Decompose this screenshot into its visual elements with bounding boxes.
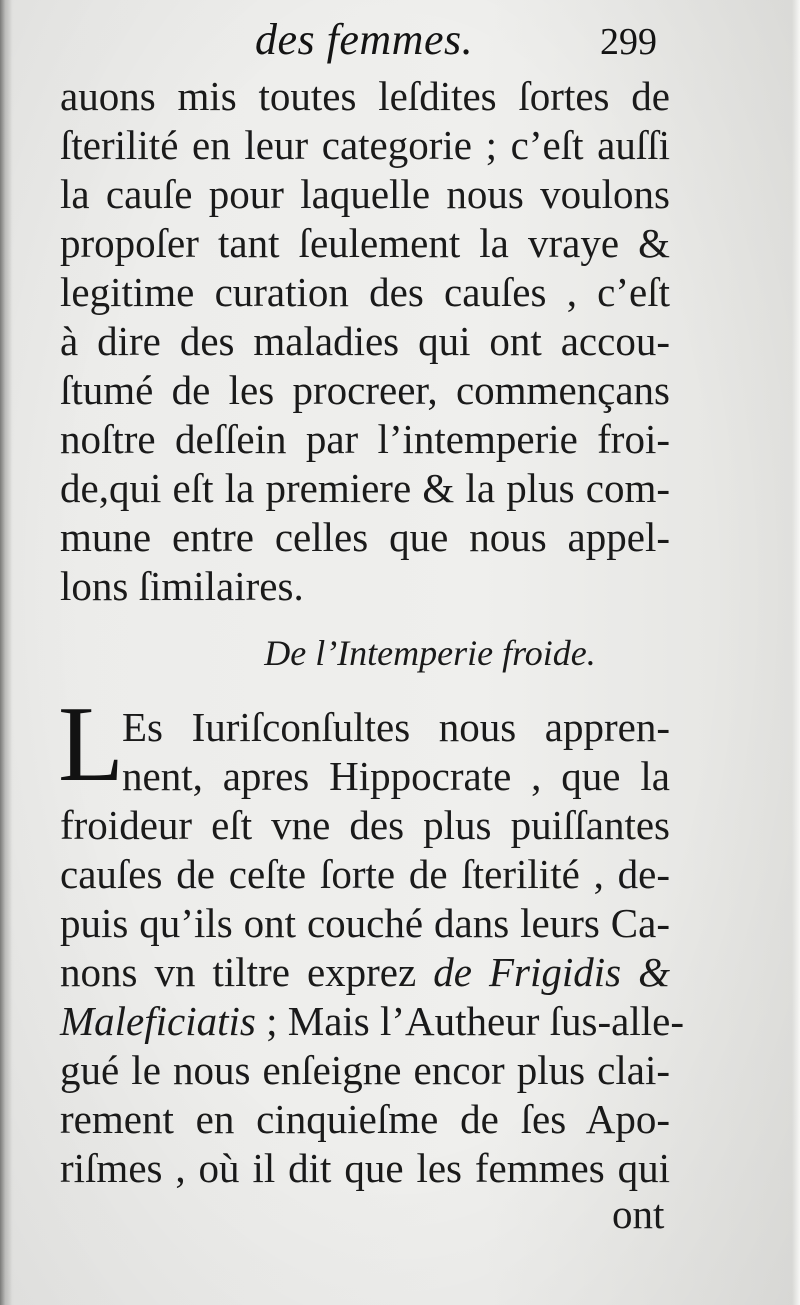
text-line: rement en cinquieſme de ſes Apo- [60, 1096, 670, 1142]
running-title: des femmes. [255, 15, 474, 64]
text-line [60, 948, 670, 997]
text-line: la cauſe pour laquelle nous voulons [60, 171, 670, 217]
text-line: de,qui eſt la premiere & la plus com- [60, 465, 670, 511]
text-line [60, 997, 684, 1046]
section-heading [0, 632, 800, 674]
paragraph-2 [60, 703, 684, 1193]
text-line: cauſes de ceſte ſorte de ſterilité , de- [60, 851, 670, 897]
page-number: 299 [600, 21, 657, 63]
section-heading-text: De l’Intemperie froide. [264, 633, 596, 673]
text-run: nons vn tiltre exprez [60, 949, 434, 995]
italic-phrase: Maleficiatis [60, 998, 256, 1044]
italic-phrase: de Frigidis & [433, 949, 671, 995]
text-line: mune entre celles que nous appel- [60, 514, 670, 560]
drop-cap: L [58, 685, 124, 804]
text-line: Es Iuriſconſultes nous appren- [122, 704, 670, 750]
text-line: froideur eſt vne des plus puiſſantes [60, 802, 670, 848]
text-line: lons ſimilaires. [60, 563, 304, 609]
text-line: riſmes , où il dit que les femmes qui [60, 1145, 670, 1191]
text-line: ſterilité en leur categorie ; c’eſt auſſi [60, 122, 670, 168]
text-line: nent, apres Hippocrate , que la [122, 753, 670, 799]
catchword: ont [612, 1191, 665, 1237]
text-run: ; Mais l’Autheur ſus-alle- [255, 998, 684, 1044]
text-line: auons mis toutes leſdites ſortes de [60, 73, 670, 119]
text-line: ſtumé de les procreer, commençans [60, 367, 670, 413]
text-line: propoſer tant ſeulement la vraye & [60, 220, 670, 266]
running-head [0, 14, 800, 74]
text-line: à dire des maladies qui ont accou- [60, 318, 670, 364]
text-line: puis qu’ils ont couché dans leurs Ca- [60, 900, 670, 946]
text-line: gué le nous enſeigne encor plus clai- [60, 1047, 670, 1093]
paragraph-1 [60, 72, 670, 611]
text-line: noſtre deſſein par l’intemperie froi- [60, 416, 670, 462]
text-line: legitime curation des cauſes , c’eſt [60, 269, 670, 315]
